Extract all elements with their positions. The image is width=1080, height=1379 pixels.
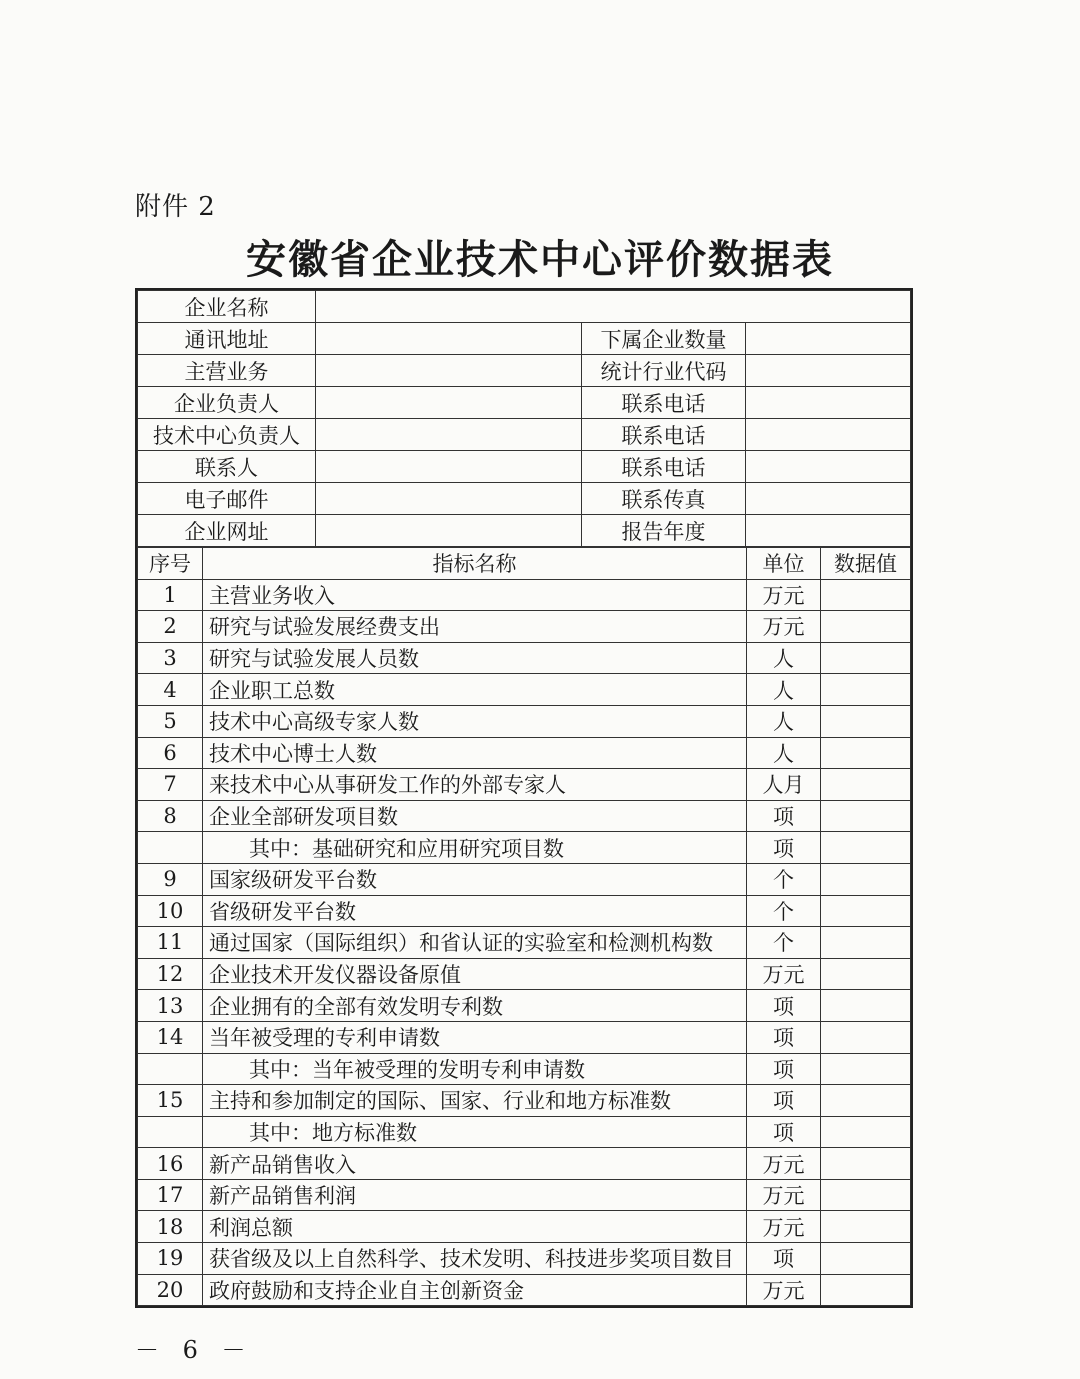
website-field[interactable] bbox=[316, 515, 582, 547]
tech-center-head-field[interactable] bbox=[316, 419, 582, 451]
contact-phone-field[interactable] bbox=[746, 419, 911, 451]
header-value: 数据值 bbox=[821, 548, 911, 580]
indicator-unit: 个 bbox=[747, 927, 821, 959]
row-number: 18 bbox=[138, 1211, 203, 1243]
indicator-unit: 万元 bbox=[747, 1211, 821, 1243]
main-business-label: 主营业务 bbox=[138, 355, 316, 387]
info-row bbox=[138, 515, 911, 547]
website-label: 企业网址 bbox=[138, 515, 316, 547]
indicator-unit: 万元 bbox=[747, 958, 821, 990]
indicator-unit: 人月 bbox=[747, 769, 821, 801]
indicator-value-field[interactable] bbox=[821, 1148, 911, 1180]
table-row bbox=[138, 1021, 911, 1053]
table-row bbox=[138, 611, 911, 643]
tech-center-head-label: 技术中心负责人 bbox=[138, 419, 316, 451]
table-row bbox=[138, 1116, 911, 1148]
company-name-field[interactable] bbox=[316, 291, 911, 323]
row-number: 12 bbox=[138, 958, 203, 990]
indicator-name: 其中：基础研究和应用研究项目数 bbox=[203, 832, 747, 864]
indicator-value-field[interactable] bbox=[821, 1274, 911, 1306]
indicator-unit: 万元 bbox=[747, 1179, 821, 1211]
indicator-value-field[interactable] bbox=[821, 832, 911, 864]
indicator-table bbox=[137, 547, 911, 1306]
indicator-value-field[interactable] bbox=[821, 769, 911, 801]
indicator-unit: 项 bbox=[747, 990, 821, 1022]
row-number: 10 bbox=[138, 895, 203, 927]
indicator-value-field[interactable] bbox=[821, 579, 911, 611]
indicator-unit: 项 bbox=[747, 1243, 821, 1275]
row-number: 14 bbox=[138, 1021, 203, 1053]
indicator-name: 其中：地方标准数 bbox=[203, 1116, 747, 1148]
address-label: 通讯地址 bbox=[138, 323, 316, 355]
table-row bbox=[138, 927, 911, 959]
row-number: 9 bbox=[138, 863, 203, 895]
industry-code-label: 统计行业代码 bbox=[582, 355, 746, 387]
indicator-name: 主营业务收入 bbox=[203, 579, 747, 611]
company-head-field[interactable] bbox=[316, 387, 582, 419]
contact-person-label: 联系人 bbox=[138, 451, 316, 483]
table-row bbox=[138, 737, 911, 769]
table-row bbox=[138, 769, 911, 801]
header-unit: 单位 bbox=[747, 548, 821, 580]
indicator-name: 新产品销售利润 bbox=[203, 1179, 747, 1211]
row-number: 5 bbox=[138, 705, 203, 737]
row-number: 7 bbox=[138, 769, 203, 801]
indicator-value-field[interactable] bbox=[821, 611, 911, 643]
row-number: 20 bbox=[138, 1274, 203, 1306]
contact-phone-field[interactable] bbox=[746, 451, 911, 483]
company-info-table bbox=[137, 290, 911, 547]
info-row bbox=[138, 323, 911, 355]
company-head-label: 企业负责人 bbox=[138, 387, 316, 419]
info-row bbox=[138, 291, 911, 323]
indicator-unit: 项 bbox=[747, 800, 821, 832]
indicator-unit: 人 bbox=[747, 737, 821, 769]
info-row bbox=[138, 355, 911, 387]
indicator-value-field[interactable] bbox=[821, 1243, 911, 1275]
row-number: 1 bbox=[138, 579, 203, 611]
table-row bbox=[138, 1053, 911, 1085]
email-label: 电子邮件 bbox=[138, 483, 316, 515]
table-row bbox=[138, 1148, 911, 1180]
contact-phone-field[interactable] bbox=[746, 387, 911, 419]
indicator-unit: 项 bbox=[747, 1053, 821, 1085]
indicator-name: 主持和参加制定的国际、国家、行业和地方标准数 bbox=[203, 1085, 747, 1117]
indicator-value-field[interactable] bbox=[821, 1053, 911, 1085]
indicator-name: 研究与试验发展经费支出 bbox=[203, 611, 747, 643]
indicator-value-field[interactable] bbox=[821, 1211, 911, 1243]
indicator-unit: 万元 bbox=[747, 579, 821, 611]
indicator-unit: 项 bbox=[747, 1116, 821, 1148]
indicator-header-row bbox=[138, 548, 911, 580]
fax-field[interactable] bbox=[746, 483, 911, 515]
indicator-value-field[interactable] bbox=[821, 674, 911, 706]
table-row bbox=[138, 1211, 911, 1243]
table-row bbox=[138, 990, 911, 1022]
info-row bbox=[138, 419, 911, 451]
table-row bbox=[138, 895, 911, 927]
indicator-name: 利润总额 bbox=[203, 1211, 747, 1243]
indicator-value-field[interactable] bbox=[821, 737, 911, 769]
table-row bbox=[138, 1179, 911, 1211]
indicator-value-field[interactable] bbox=[821, 1116, 911, 1148]
indicator-name: 政府鼓励和支持企业自主创新资金 bbox=[203, 1274, 747, 1306]
indicator-unit: 个 bbox=[747, 863, 821, 895]
sub-company-count-field[interactable] bbox=[746, 323, 911, 355]
row-number bbox=[138, 1116, 203, 1148]
indicator-unit: 万元 bbox=[747, 1274, 821, 1306]
company-name-label: 企业名称 bbox=[138, 291, 316, 323]
info-row bbox=[138, 483, 911, 515]
address-field[interactable] bbox=[316, 323, 582, 355]
row-number bbox=[138, 1053, 203, 1085]
indicator-value-field[interactable] bbox=[821, 958, 911, 990]
table-row bbox=[138, 800, 911, 832]
table-row bbox=[138, 958, 911, 990]
attachment-label: 附件 2 bbox=[135, 192, 216, 222]
table-row bbox=[138, 579, 911, 611]
indicator-value-field[interactable] bbox=[821, 1179, 911, 1211]
header-name: 指标名称 bbox=[203, 548, 747, 580]
indicator-value-field[interactable] bbox=[821, 863, 911, 895]
report-year-label: 报告年度 bbox=[582, 515, 746, 547]
indicator-unit: 人 bbox=[747, 674, 821, 706]
indicator-value-field[interactable] bbox=[821, 990, 911, 1022]
table-row bbox=[138, 674, 911, 706]
indicator-name: 当年被受理的专利申请数 bbox=[203, 1021, 747, 1053]
indicator-unit: 万元 bbox=[747, 1148, 821, 1180]
table-row bbox=[138, 863, 911, 895]
contact-phone-label: 联系电话 bbox=[582, 451, 746, 483]
contact-phone-label: 联系电话 bbox=[582, 419, 746, 451]
page-number: － 6 － bbox=[135, 1336, 254, 1364]
row-number: 6 bbox=[138, 737, 203, 769]
indicator-unit: 项 bbox=[747, 1021, 821, 1053]
indicator-name: 来技术中心从事研发工作的外部专家人 bbox=[203, 769, 747, 801]
indicator-unit: 人 bbox=[747, 642, 821, 674]
indicator-value-field[interactable] bbox=[821, 1021, 911, 1053]
fax-label: 联系传真 bbox=[582, 483, 746, 515]
email-field[interactable] bbox=[316, 483, 582, 515]
contact-phone-label: 联系电话 bbox=[582, 387, 746, 419]
indicator-unit: 项 bbox=[747, 832, 821, 864]
indicator-name: 获省级及以上自然科学、技术发明、科技进步奖项目数目 bbox=[203, 1243, 747, 1275]
row-number: 2 bbox=[138, 611, 203, 643]
row-number: 8 bbox=[138, 800, 203, 832]
main-business-field[interactable] bbox=[316, 355, 582, 387]
contact-person-field[interactable] bbox=[316, 451, 582, 483]
row-number: 3 bbox=[138, 642, 203, 674]
row-number: 15 bbox=[138, 1085, 203, 1117]
row-number: 16 bbox=[138, 1148, 203, 1180]
table-row bbox=[138, 642, 911, 674]
indicator-unit: 人 bbox=[747, 705, 821, 737]
industry-code-field[interactable] bbox=[746, 355, 911, 387]
indicator-value-field[interactable] bbox=[821, 800, 911, 832]
indicator-name: 省级研发平台数 bbox=[203, 895, 747, 927]
indicator-value-field[interactable] bbox=[821, 927, 911, 959]
report-year-field[interactable] bbox=[746, 515, 911, 547]
indicator-name: 新产品销售收入 bbox=[203, 1148, 747, 1180]
table-row bbox=[138, 1274, 911, 1306]
indicator-value-field[interactable] bbox=[821, 705, 911, 737]
indicator-rows bbox=[138, 579, 911, 1306]
indicator-unit: 个 bbox=[747, 895, 821, 927]
table-row bbox=[138, 705, 911, 737]
page-title: 安徽省企业技术中心评价数据表 bbox=[246, 236, 834, 283]
indicator-value-field[interactable] bbox=[821, 895, 911, 927]
indicator-unit: 项 bbox=[747, 1085, 821, 1117]
evaluation-form bbox=[135, 288, 913, 1308]
indicator-value-field[interactable] bbox=[821, 1085, 911, 1117]
indicator-name: 技术中心高级专家人数 bbox=[203, 705, 747, 737]
sub-company-count-label: 下属企业数量 bbox=[582, 323, 746, 355]
row-number: 11 bbox=[138, 927, 203, 959]
indicator-name: 企业职工总数 bbox=[203, 674, 747, 706]
table-row bbox=[138, 1243, 911, 1275]
indicator-name: 企业拥有的全部有效发明专利数 bbox=[203, 990, 747, 1022]
row-number: 4 bbox=[138, 674, 203, 706]
row-number: 13 bbox=[138, 990, 203, 1022]
indicator-unit: 万元 bbox=[747, 611, 821, 643]
row-number: 17 bbox=[138, 1179, 203, 1211]
indicator-name: 通过国家（国际组织）和省认证的实验室和检测机构数 bbox=[203, 927, 747, 959]
row-number: 19 bbox=[138, 1243, 203, 1275]
table-row bbox=[138, 832, 911, 864]
indicator-value-field[interactable] bbox=[821, 642, 911, 674]
indicator-name: 研究与试验发展人员数 bbox=[203, 642, 747, 674]
indicator-name: 其中：当年被受理的发明专利申请数 bbox=[203, 1053, 747, 1085]
header-no: 序号 bbox=[138, 548, 203, 580]
indicator-name: 国家级研发平台数 bbox=[203, 863, 747, 895]
indicator-name: 企业全部研发项目数 bbox=[203, 800, 747, 832]
table-row bbox=[138, 1085, 911, 1117]
row-number bbox=[138, 832, 203, 864]
indicator-name: 技术中心博士人数 bbox=[203, 737, 747, 769]
info-row bbox=[138, 387, 911, 419]
info-row bbox=[138, 451, 911, 483]
indicator-name: 企业技术开发仪器设备原值 bbox=[203, 958, 747, 990]
